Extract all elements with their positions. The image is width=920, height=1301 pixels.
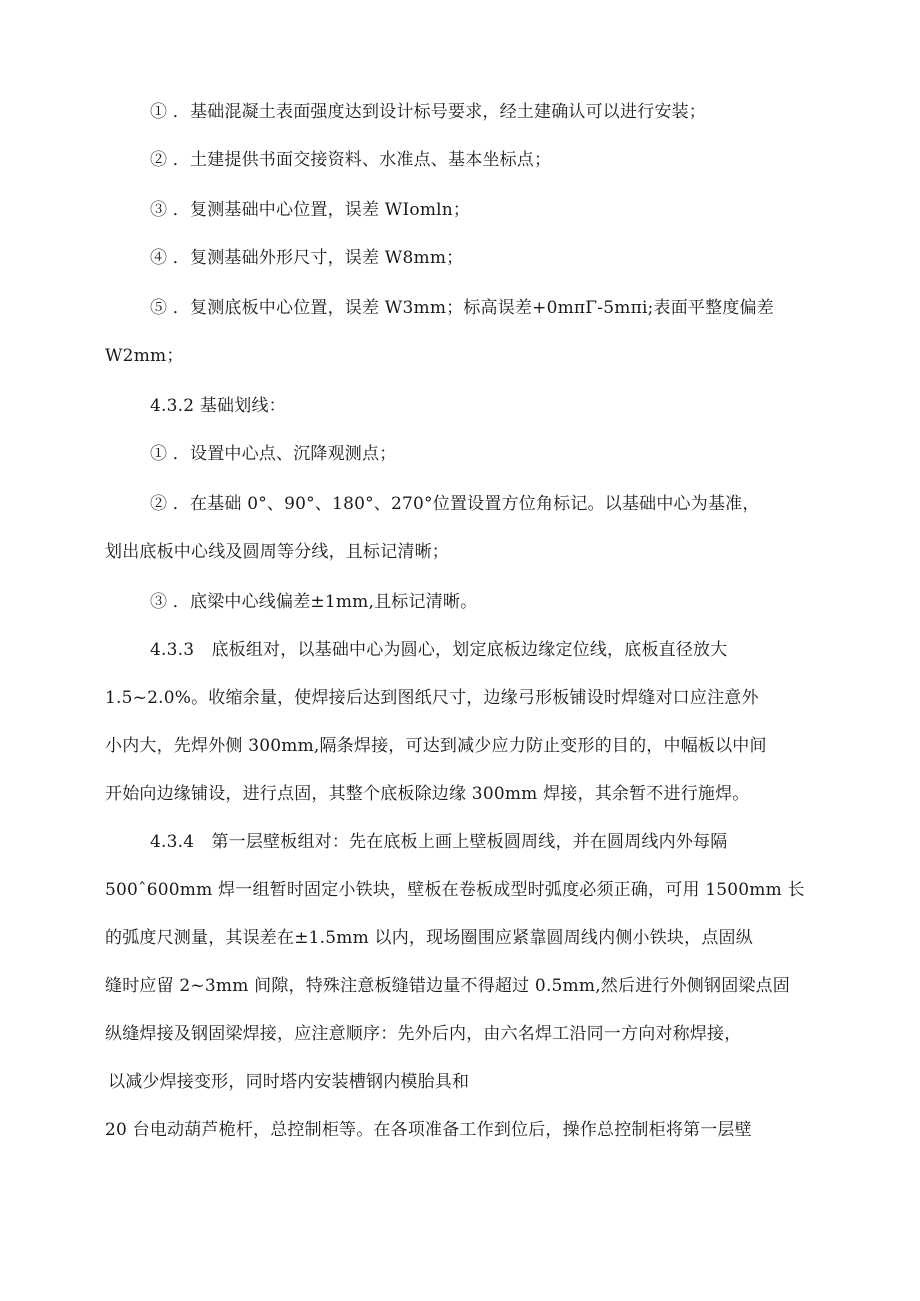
text-line: 500ˆ600mm 焊一组暂时固定小铁块，壁板在卷板成型时弧度必须正确，可用 1500mm 长 [105, 880, 805, 900]
text-line: W2mm； [105, 346, 184, 366]
text-line: 纵缝焊接及钢固梁焊接，应注意顺序：先外后内，由六名焊工沿同一方向对称焊接， [105, 1024, 742, 1044]
text-line: 缝时应留 2~3mm 间隙，特殊注意板缝错边量不得超过 0.5mm,然后进行外侧钢固梁点固 [105, 976, 791, 996]
text-line: 4.3.3 底板组对，以基础中心为圆心，划定底板边缘定位线，底板直径放大 [150, 640, 728, 660]
text-line: 以减少焊接变形，同时塔内安装槽钢内模胎具和 [108, 1072, 470, 1092]
section-heading: 4.3.2 基础划线： [150, 396, 286, 416]
text-line: 的弧度尺测量，其误差在±1.5mm 以内，现场圈围应紧靠圆周线内侧小铁块，点固纵 [105, 928, 753, 948]
text-line: ③ ．底梁中心线偏差±1mm,且标记清晰。 [150, 592, 478, 612]
text-line: 20 台电动葫芦桅杆，总控制柜等。在各项准备工作到位后，操作总控制柜将第一层壁 [105, 1120, 752, 1140]
text-line: ② ．在基础 0°、90°、180°、270°位置设置方位角标记。以基础中心为基准， [150, 494, 760, 514]
text-line: 小内大，先焊外侧 300mm,隔条焊接，可达到减少应力防止变形的目的，中幅板以中间 [105, 736, 767, 756]
text-line: ② ．土建提供书面交接资料、水准点、基本坐标点； [150, 150, 552, 170]
text-line: ③ ．复测基础中心位置，误差 WIomln； [150, 200, 471, 220]
text-line: 开始向边缘铺设，进行点固，其整个底板除边缘 300mm 焊接，其余暂不进行施焊。 [105, 784, 750, 804]
text-line: ① ．设置中心点、沉降观测点； [150, 444, 397, 464]
text-line: 4.3.4 第一层壁板组对：先在底板上画上壁板圆周线，并在圆周线内外每隔 [150, 832, 728, 852]
text-line: 1.5~2.0%。收缩余量，使焊接后达到图纸尺寸，边缘弓形板铺设时焊缝对口应注意外 [105, 688, 759, 708]
text-line: ① ．基础混凝土表面强度达到设计标号要求，经土建确认可以进行安装； [150, 102, 707, 122]
text-line: ⑤ ．复测底板中心位置，误差 W3mm；标高误差+0mπΓ-5mπi;表面平整度偏差 [150, 298, 774, 318]
text-line: ④ ．复测基础外形尺寸，误差 W8mm； [150, 248, 464, 268]
text-line: 划出底板中心线及圆周等分线，且标记清晰； [105, 542, 449, 562]
